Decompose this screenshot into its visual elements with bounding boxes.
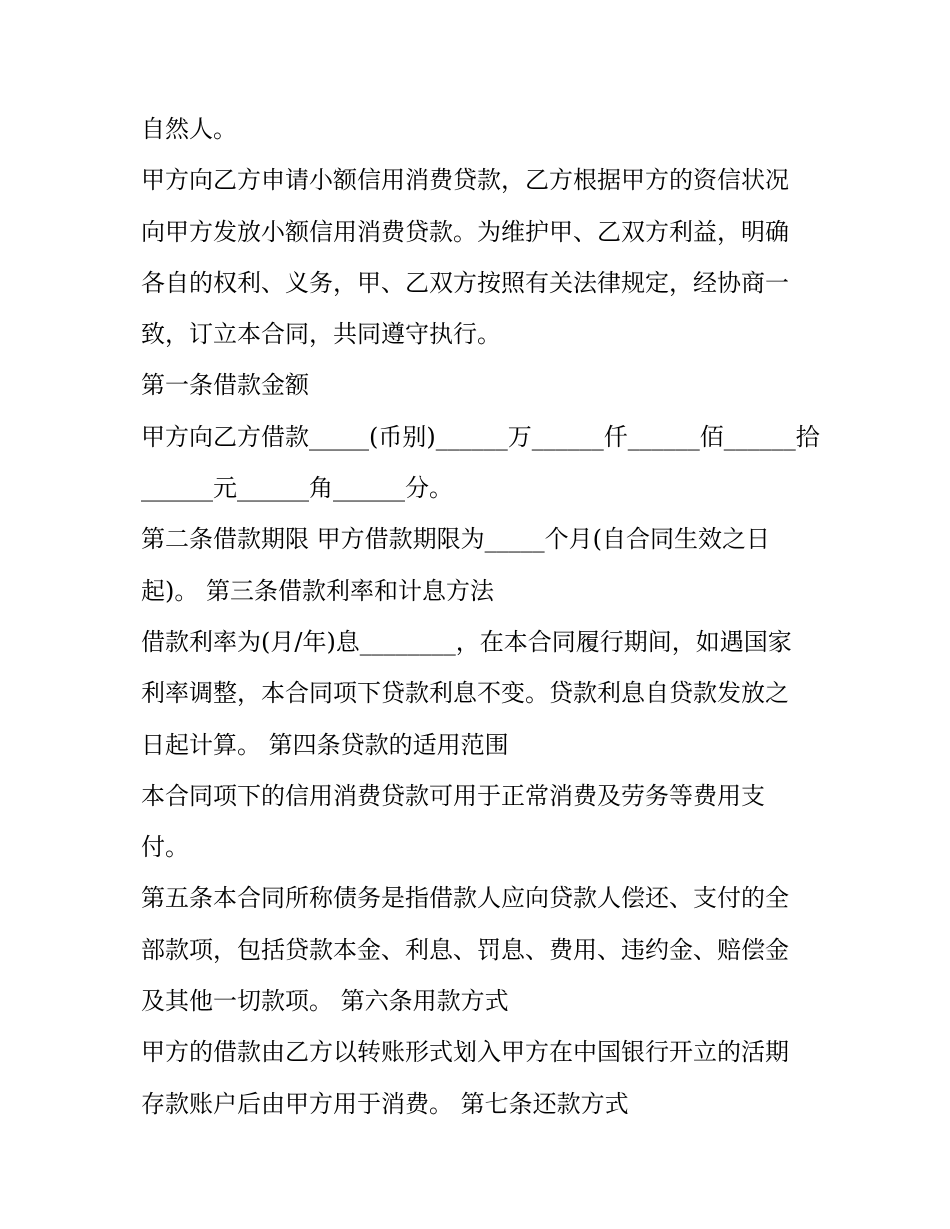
text-line-11: 借款利率为(月/年)息________，在本合同履行期间，如遇国家 bbox=[141, 627, 792, 656]
text-line-12: 利率调整，本合同项下贷款利息不变。贷款利息自贷款发放之 bbox=[141, 679, 789, 708]
text-line-2: 甲方向乙方申请小额信用消费贷款，乙方根据甲方的资信状况 bbox=[141, 166, 789, 195]
section-heading-article-1: 第一条借款金额 bbox=[141, 371, 309, 400]
text-line-1: 自然人。 bbox=[141, 115, 237, 143]
text-line-3: 向甲方发放小额信用消费贷款。为维护甲、乙双方利益，明确 bbox=[141, 217, 789, 246]
text-line-19: 甲方的借款由乙方以转账形式划入甲方在中国银行开立的活期 bbox=[141, 1038, 789, 1067]
text-line-4: 各自的权利、义务，甲、乙双方按照有关法律规定，经协商一 bbox=[141, 268, 789, 297]
text-line-15: 付。 bbox=[141, 833, 189, 862]
text-line-16: 第五条本合同所称债务是指借款人应向贷款人偿还、支付的全 bbox=[141, 884, 789, 913]
text-line-8: ______元______角______分。 bbox=[141, 474, 453, 503]
text-line-18: 及其他一切款项。 第六条用款方式 bbox=[141, 987, 509, 1016]
text-line-14: 本合同项下的信用消费贷款可用于正常消费及劳务等费用支 bbox=[141, 781, 765, 810]
text-line-7: 甲方向乙方借款_____(币别)______万______仟______佰______拾 bbox=[141, 422, 820, 451]
text-line-10: 起)。 第三条借款利率和计息方法 bbox=[141, 576, 494, 605]
text-line-13: 日起计算。 第四条贷款的适用范围 bbox=[141, 730, 509, 759]
text-line-20: 存款账户后由甲方用于消费。 第七条还款方式 bbox=[141, 1089, 629, 1118]
text-line-17: 部款项，包括贷款本金、利息、罚息、费用、违约金、赔偿金 bbox=[141, 935, 789, 964]
text-line-5: 致，订立本合同，共同遵守执行。 bbox=[141, 320, 501, 349]
document-body bbox=[141, 104, 821, 1130]
text-line-9: 第二条借款期限 甲方借款期限为_____个月(自合同生效之日 bbox=[141, 525, 770, 554]
